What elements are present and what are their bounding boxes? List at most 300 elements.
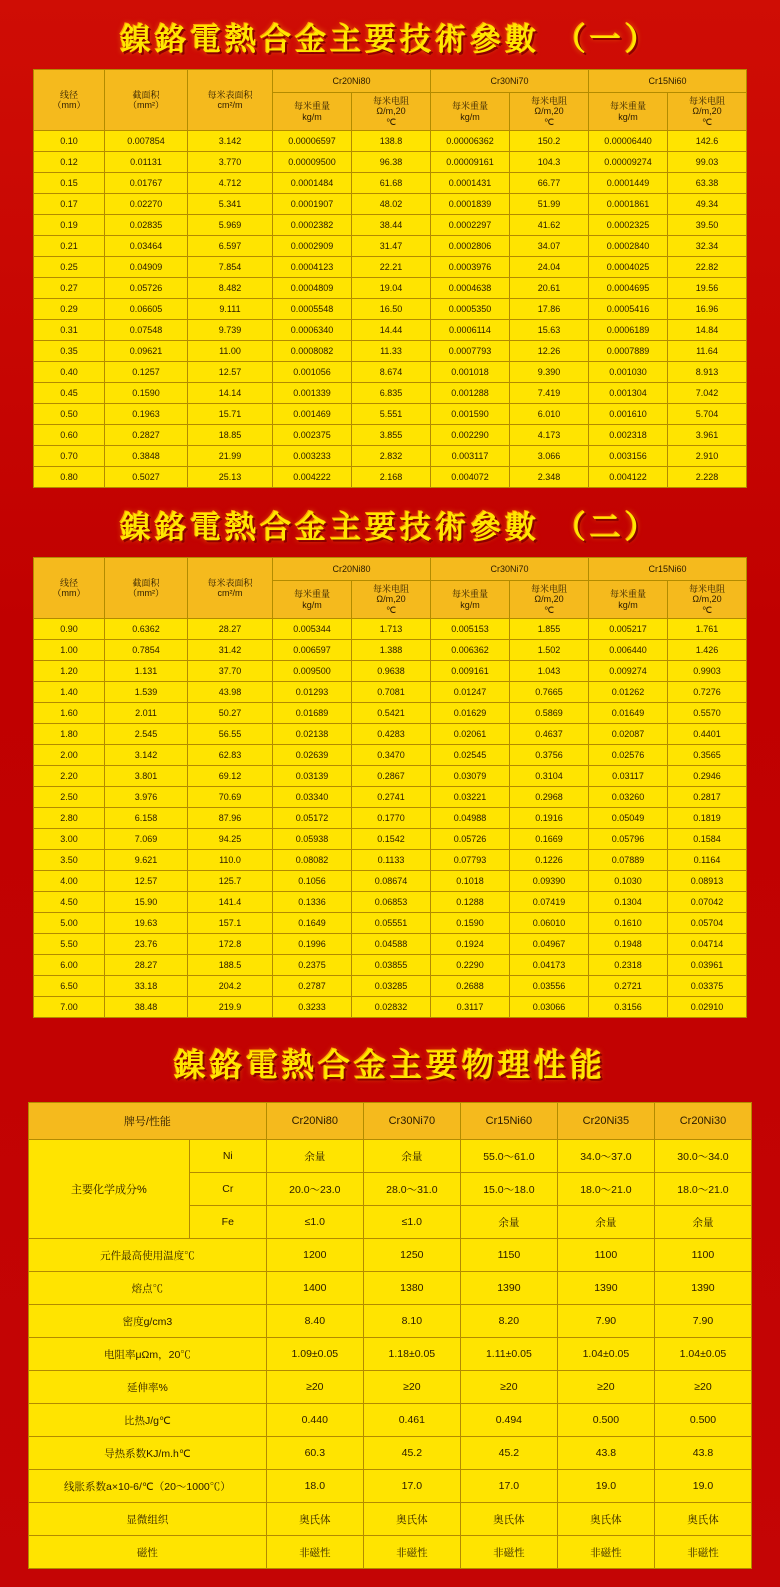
table-cell: 43.8 — [557, 1437, 654, 1470]
table-cell: 12.57 — [105, 871, 188, 892]
table-cell: 0.08082 — [273, 850, 352, 871]
table-cell: 6.835 — [352, 383, 431, 404]
table-cell: 1.80 — [34, 724, 105, 745]
table-cell: 96.38 — [352, 152, 431, 173]
table-cell: 7.042 — [668, 383, 747, 404]
table-row — [29, 1140, 752, 1173]
table-row — [29, 1536, 752, 1569]
table-cell: 0.004222 — [273, 467, 352, 488]
table-cell: 8.40 — [266, 1305, 363, 1338]
table-cell: 15.63 — [510, 320, 589, 341]
table-cell: 0.004122 — [589, 467, 668, 488]
header-area-line2: （mm²） — [128, 100, 164, 111]
table-cell: 0.01767 — [105, 173, 188, 194]
table-cell: 0.1590 — [431, 913, 510, 934]
table-cell: 138.8 — [352, 131, 431, 152]
table-cell: 0.001030 — [589, 362, 668, 383]
property-label: 磁性 — [29, 1536, 267, 1569]
table-cell: 70.69 — [188, 787, 273, 808]
header-resist-2-line2: Ω/m,20 — [534, 106, 564, 117]
table-cell: 3.066 — [510, 446, 589, 467]
header-diameter-line2: （mm） — [52, 588, 86, 599]
table-cell: 69.12 — [188, 766, 273, 787]
table-cell: 14.44 — [352, 320, 431, 341]
table-row — [34, 383, 747, 404]
table-cell: ≥20 — [460, 1371, 557, 1404]
table-cell: 3.142 — [188, 131, 273, 152]
table-cell: 28.0～31.0 — [363, 1173, 460, 1206]
table-cell: 24.04 — [510, 257, 589, 278]
table-cell: 0.03285 — [352, 976, 431, 997]
table-row — [29, 1470, 752, 1503]
table-cell: 0.009161 — [431, 661, 510, 682]
header-resist-2-line1: 每米电阻 — [530, 96, 567, 106]
table-cell: 0.07793 — [431, 850, 510, 871]
table-cell: 0.1336 — [273, 892, 352, 913]
spec-table-2-head-row-1 — [34, 558, 747, 581]
table-cell: 0.03066 — [510, 997, 589, 1018]
table-cell: 0.2688 — [431, 976, 510, 997]
table-cell: 0.0004123 — [273, 257, 352, 278]
table-cell: 1.04±0.05 — [557, 1338, 654, 1371]
header-diameter-line2: （mm） — [52, 100, 86, 111]
table-cell: 奥氏体 — [266, 1503, 363, 1536]
table-cell: 0.002318 — [589, 425, 668, 446]
header-weight-3 — [589, 93, 668, 131]
spec-table-2-wrap — [0, 557, 780, 1018]
table-cell: 16.50 — [352, 299, 431, 320]
header-area-line1: 截面积 — [132, 89, 160, 100]
table-cell: 9.739 — [188, 320, 273, 341]
table-cell: 0.0004809 — [273, 278, 352, 299]
table-row — [34, 619, 747, 640]
header-alloy-cr15ni60: Cr15Ni60 — [589, 70, 747, 93]
table-cell: 1150 — [460, 1239, 557, 1272]
table-cell: 非磁性 — [363, 1536, 460, 1569]
table-row — [29, 1371, 752, 1404]
table-cell: 1200 — [266, 1239, 363, 1272]
table-cell: 0.01131 — [105, 152, 188, 173]
table-cell: 0.0006340 — [273, 320, 352, 341]
header-resist-2-line2: Ω/m,20 — [534, 594, 564, 605]
header-weight-2-line2: kg/m — [460, 111, 480, 122]
section-title-2: 鎳鉻電熱合金主要技術參數 （二） — [120, 510, 660, 547]
table-cell: 16.96 — [668, 299, 747, 320]
table-cell: 0.2741 — [352, 787, 431, 808]
table-cell: 0.01262 — [589, 682, 668, 703]
header-resist-1-line1: 每米电阻 — [372, 96, 409, 106]
table-cell: 25.13 — [188, 467, 273, 488]
header-weight-3-line2: kg/m — [618, 111, 638, 122]
table-cell: 3.00 — [34, 829, 105, 850]
table-row — [34, 913, 747, 934]
table-row — [34, 787, 747, 808]
table-cell: 0.05704 — [668, 913, 747, 934]
table-cell: 7.90 — [557, 1305, 654, 1338]
table-row — [34, 997, 747, 1018]
table-cell: 0.02639 — [273, 745, 352, 766]
table-cell: 0.0001431 — [431, 173, 510, 194]
table-cell: 0.005344 — [273, 619, 352, 640]
table-cell: 0.1963 — [105, 404, 188, 425]
table-cell: 19.63 — [105, 913, 188, 934]
table-cell: 奥氏体 — [363, 1503, 460, 1536]
table-cell: 8.674 — [352, 362, 431, 383]
table-cell: 6.158 — [105, 808, 188, 829]
table-cell: 15.71 — [188, 404, 273, 425]
table-cell: 0.0006114 — [431, 320, 510, 341]
table-cell: 8.913 — [668, 362, 747, 383]
table-cell: 0.001590 — [431, 404, 510, 425]
table-cell: 0.006597 — [273, 640, 352, 661]
table-row — [29, 1272, 752, 1305]
table-row — [34, 766, 747, 787]
table-cell: 1100 — [654, 1239, 751, 1272]
header-resist-1-line3: ℃ — [385, 604, 397, 615]
table-cell: 0.01293 — [273, 682, 352, 703]
table-cell: 非磁性 — [654, 1536, 751, 1569]
table-cell: 3.961 — [668, 425, 747, 446]
table-cell: 0.02576 — [589, 745, 668, 766]
table-cell: 0.461 — [363, 1404, 460, 1437]
table-cell: 172.8 — [188, 934, 273, 955]
table-cell: 0.1542 — [352, 829, 431, 850]
header-resist-2-line1: 每米电阻 — [530, 584, 567, 595]
table-cell: 0.7854 — [105, 640, 188, 661]
table-cell: 0.15 — [34, 173, 105, 194]
table-cell: 0.006362 — [431, 640, 510, 661]
table-cell: 0.3104 — [510, 766, 589, 787]
table-cell: 0.0005350 — [431, 299, 510, 320]
property-label: 比热J/g℃ — [29, 1404, 267, 1437]
spec-table-2 — [33, 557, 747, 1018]
table-cell: 0.04714 — [668, 934, 747, 955]
table-row — [34, 236, 747, 257]
table-cell: 0.1018 — [431, 871, 510, 892]
table-row — [29, 1239, 752, 1272]
table-cell: 0.02545 — [431, 745, 510, 766]
header-resist-2 — [510, 581, 589, 619]
table-cell: 0.3156 — [589, 997, 668, 1018]
table-cell: 41.62 — [510, 215, 589, 236]
table-cell: 0.00006597 — [273, 131, 352, 152]
table-row — [34, 808, 747, 829]
table-cell: 1.131 — [105, 661, 188, 682]
table-cell: 31.47 — [352, 236, 431, 257]
table-cell: 0.0002840 — [589, 236, 668, 257]
table-cell: 18.85 — [188, 425, 273, 446]
table-cell: 奥氏体 — [557, 1503, 654, 1536]
table-cell: 5.341 — [188, 194, 273, 215]
table-cell: 6.010 — [510, 404, 589, 425]
table-cell: 219.9 — [188, 997, 273, 1018]
header-resist-1 — [352, 581, 431, 619]
table-cell: 11.64 — [668, 341, 747, 362]
table-cell: 6.50 — [34, 976, 105, 997]
header-resist-3-line3: ℃ — [701, 116, 713, 127]
table-cell: 0.06853 — [352, 892, 431, 913]
table-cell: 0.35 — [34, 341, 105, 362]
table-cell: 0.001304 — [589, 383, 668, 404]
table-cell: 21.99 — [188, 446, 273, 467]
header-resist-1-line3: ℃ — [385, 116, 397, 127]
table-row — [34, 152, 747, 173]
table-cell: 51.99 — [510, 194, 589, 215]
table-cell: 142.6 — [668, 131, 747, 152]
header-alloy-cr20ni80: Cr20Ni80 — [273, 70, 431, 93]
table-cell: 2.00 — [34, 745, 105, 766]
table-cell: 8.20 — [460, 1305, 557, 1338]
table-cell: 1.11±0.05 — [460, 1338, 557, 1371]
table-cell: 0.07548 — [105, 320, 188, 341]
table-cell: 0.05938 — [273, 829, 352, 850]
table-cell: 18.0～21.0 — [557, 1173, 654, 1206]
table-cell: 0.00009161 — [431, 152, 510, 173]
table-cell: 45.2 — [363, 1437, 460, 1470]
header-weight-1-line2: kg/m — [302, 111, 322, 122]
header-resist-1-line2: Ω/m,20 — [376, 106, 406, 117]
table-cell: 2.50 — [34, 787, 105, 808]
table-cell: 66.77 — [510, 173, 589, 194]
table-cell: 0.0002806 — [431, 236, 510, 257]
table-cell: 1390 — [654, 1272, 751, 1305]
table-cell: 63.38 — [668, 173, 747, 194]
spec-table-1 — [33, 69, 747, 488]
property-label: 元件最高使用温度℃ — [29, 1239, 267, 1272]
table-cell: 62.83 — [188, 745, 273, 766]
table-cell: 0.06605 — [105, 299, 188, 320]
table-cell: 0.500 — [557, 1404, 654, 1437]
table-cell: 56.55 — [188, 724, 273, 745]
table-cell: 0.1770 — [352, 808, 431, 829]
table-cell: 0.02835 — [105, 215, 188, 236]
table-cell: 0.0004695 — [589, 278, 668, 299]
table-cell: 0.02832 — [352, 997, 431, 1018]
table-cell: 0.007854 — [105, 131, 188, 152]
table-cell: 6.00 — [34, 955, 105, 976]
table-cell: 0.03375 — [668, 976, 747, 997]
table-cell: 1380 — [363, 1272, 460, 1305]
table-cell: 3.142 — [105, 745, 188, 766]
table-row — [34, 194, 747, 215]
header-weight-1-line1: 每米重量 — [293, 101, 330, 112]
header-alloy: Cr20Ni30 — [654, 1103, 751, 1140]
chemical-element-label: Cr — [189, 1173, 266, 1206]
header-property-name: 牌号/性能 — [29, 1103, 267, 1140]
property-label: 延伸率% — [29, 1371, 267, 1404]
table-cell: 0.009274 — [589, 661, 668, 682]
spec-table-1-head — [34, 70, 747, 131]
table-cell: 0.1257 — [105, 362, 188, 383]
table-cell: 0.002290 — [431, 425, 510, 446]
table-cell: 0.04967 — [510, 934, 589, 955]
table-cell: 0.25 — [34, 257, 105, 278]
table-row — [34, 278, 747, 299]
table-row — [34, 341, 747, 362]
table-cell: 7.00 — [34, 997, 105, 1018]
table-cell: 0.00009274 — [589, 152, 668, 173]
table-cell: 0.6362 — [105, 619, 188, 640]
table-cell: 奥氏体 — [460, 1503, 557, 1536]
table-cell: 0.006440 — [589, 640, 668, 661]
table-cell: 0.2946 — [668, 766, 747, 787]
table-cell: 0.1304 — [589, 892, 668, 913]
table-cell: 0.09621 — [105, 341, 188, 362]
table-row — [34, 892, 747, 913]
table-cell: 余量 — [654, 1206, 751, 1239]
header-resist-1 — [352, 93, 431, 131]
table-cell: 0.500 — [654, 1404, 751, 1437]
table-cell: 0.005153 — [431, 619, 510, 640]
table-cell: 0.03961 — [668, 955, 747, 976]
table-cell: 4.712 — [188, 173, 273, 194]
table-cell: 0.3233 — [273, 997, 352, 1018]
header-weight-2-line2: kg/m — [460, 599, 480, 610]
table-cell: 30.0～34.0 — [654, 1140, 751, 1173]
table-cell: 4.50 — [34, 892, 105, 913]
header-surface-line2: cm²/m — [217, 588, 243, 599]
header-area — [105, 70, 188, 131]
property-label: 电阻率μΩm，20℃ — [29, 1338, 267, 1371]
header-weight-2 — [431, 581, 510, 619]
table-cell: 0.05172 — [273, 808, 352, 829]
table-cell: 0.1924 — [431, 934, 510, 955]
section-title-1: 鎳鉻電熱合金主要技術參數 （一） — [120, 22, 660, 58]
header-weight-3-line1: 每米重量 — [609, 101, 646, 112]
table-cell: 0.9903 — [668, 661, 747, 682]
table-cell: 0.4401 — [668, 724, 747, 745]
table-cell: 43.8 — [654, 1437, 751, 1470]
header-weight-2-line1: 每米重量 — [451, 589, 488, 600]
table-cell: 0.2787 — [273, 976, 352, 997]
spec-table-1-body — [34, 131, 747, 488]
table-cell: ≤1.0 — [363, 1206, 460, 1239]
physical-properties-table-wrap — [0, 1102, 780, 1569]
table-row — [34, 425, 747, 446]
header-weight-2 — [431, 93, 510, 131]
table-cell: 0.09390 — [510, 871, 589, 892]
table-cell: 0.1164 — [668, 850, 747, 871]
header-alloy-cr30ni70: Cr30Ni70 — [431, 558, 589, 581]
table-cell: 60.3 — [266, 1437, 363, 1470]
table-cell: 23.76 — [105, 934, 188, 955]
header-resist-3 — [668, 93, 747, 131]
table-cell: 0.7665 — [510, 682, 589, 703]
table-cell: 0.1610 — [589, 913, 668, 934]
table-cell: 3.976 — [105, 787, 188, 808]
table-cell: 0.05551 — [352, 913, 431, 934]
table-row — [34, 724, 747, 745]
table-cell: 0.03139 — [273, 766, 352, 787]
table-cell: ≤1.0 — [266, 1206, 363, 1239]
table-cell: 0.0007889 — [589, 341, 668, 362]
table-row — [34, 467, 747, 488]
header-resist-3-line2: Ω/m,20 — [692, 106, 722, 117]
table-cell: 0.04588 — [352, 934, 431, 955]
table-cell: 8.482 — [188, 278, 273, 299]
table-cell: 0.21 — [34, 236, 105, 257]
table-cell: 0.0002382 — [273, 215, 352, 236]
table-cell: 2.545 — [105, 724, 188, 745]
table-cell: 0.2721 — [589, 976, 668, 997]
header-surface — [188, 70, 273, 131]
table-cell: 0.1996 — [273, 934, 352, 955]
header-surface-line2: cm²/m — [217, 100, 243, 111]
header-weight-3 — [589, 581, 668, 619]
table-row — [29, 1338, 752, 1371]
table-cell: 157.1 — [188, 913, 273, 934]
table-cell: 6.597 — [188, 236, 273, 257]
table-cell: 2.910 — [668, 446, 747, 467]
property-label: 熔点℃ — [29, 1272, 267, 1305]
table-cell: 141.4 — [188, 892, 273, 913]
table-cell: 0.1819 — [668, 808, 747, 829]
table-cell: 14.84 — [668, 320, 747, 341]
header-diameter-line1: 线径 — [59, 577, 78, 588]
table-cell: 0.7081 — [352, 682, 431, 703]
header-resist-3 — [668, 581, 747, 619]
table-cell: 99.03 — [668, 152, 747, 173]
table-cell: 0.0002297 — [431, 215, 510, 236]
table-cell: 31.42 — [188, 640, 273, 661]
table-cell: 0.7276 — [668, 682, 747, 703]
table-cell: 0.1030 — [589, 871, 668, 892]
table-row — [34, 682, 747, 703]
table-cell: 150.2 — [510, 131, 589, 152]
header-alloy-cr15ni60: Cr15Ni60 — [589, 558, 747, 581]
table-cell: 0.001018 — [431, 362, 510, 383]
header-alloy-cr20ni80: Cr20Ni80 — [273, 558, 431, 581]
chemical-element-label: Ni — [189, 1140, 266, 1173]
table-cell: 19.0 — [654, 1470, 751, 1503]
table-row — [34, 955, 747, 976]
table-cell: 0.0004025 — [589, 257, 668, 278]
table-cell: 0.0002909 — [273, 236, 352, 257]
table-cell: 0.0004638 — [431, 278, 510, 299]
table-cell: 0.07042 — [668, 892, 747, 913]
table-cell: 5.969 — [188, 215, 273, 236]
table-cell: 0.00006362 — [431, 131, 510, 152]
table-cell: 19.56 — [668, 278, 747, 299]
header-diameter — [34, 558, 105, 619]
table-cell: 0.0006189 — [589, 320, 668, 341]
table-cell: 0.2318 — [589, 955, 668, 976]
table-cell: 0.2817 — [668, 787, 747, 808]
header-weight-2-line1: 每米重量 — [451, 101, 488, 112]
table-cell: 0.0008082 — [273, 341, 352, 362]
table-cell: 0.2827 — [105, 425, 188, 446]
table-cell: 0.01247 — [431, 682, 510, 703]
table-cell: 0.4283 — [352, 724, 431, 745]
table-cell: 0.10 — [34, 131, 105, 152]
table-cell: ≥20 — [654, 1371, 751, 1404]
table-cell: 11.00 — [188, 341, 273, 362]
table-cell: 0.01629 — [431, 703, 510, 724]
table-cell: 43.98 — [188, 682, 273, 703]
table-cell: 0.60 — [34, 425, 105, 446]
header-weight-1 — [273, 93, 352, 131]
table-cell: 0.1590 — [105, 383, 188, 404]
table-cell: 0.02087 — [589, 724, 668, 745]
table-cell: 1.855 — [510, 619, 589, 640]
table-cell: ≥20 — [363, 1371, 460, 1404]
table-cell: 0.1056 — [273, 871, 352, 892]
table-cell: 0.05049 — [589, 808, 668, 829]
table-cell: 0.50 — [34, 404, 105, 425]
table-cell: 17.86 — [510, 299, 589, 320]
table-cell: 15.0～18.0 — [460, 1173, 557, 1206]
table-cell: 0.2375 — [273, 955, 352, 976]
